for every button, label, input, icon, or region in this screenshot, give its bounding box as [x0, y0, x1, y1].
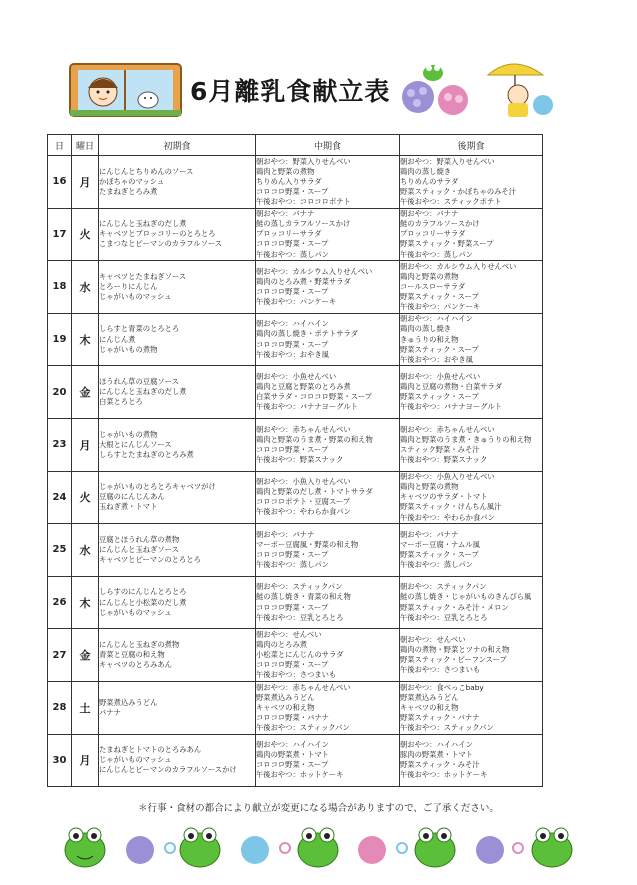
menu-line: 朝おやつ：ハイハイン [400, 314, 473, 324]
menu-line: きゅうりの和え物 [400, 334, 459, 344]
menu-line: 朝おやつ：野菜入りせんべい [256, 156, 351, 166]
day-cell: 26 [48, 576, 72, 629]
menu-body [48, 156, 543, 787]
menu-line: マーボー豆腐風・野菜の和え物 [256, 539, 359, 549]
weekday-cell: 火 [72, 208, 99, 261]
menu-line: 朝おやつ：バナナ [400, 529, 459, 539]
menu-line: キャベツのとろみあん [99, 660, 172, 670]
menu-line: 大根とにんじんソース [99, 439, 172, 449]
menu-line: ちりめん入りサラダ [256, 176, 322, 186]
day-cell: 30 [48, 734, 72, 787]
middle-menu-cell [256, 156, 400, 209]
menu-line: コロコロ野菜・スープ [256, 186, 329, 196]
menu-line: ブロッコリーサラダ [256, 229, 322, 239]
menu-line: 午後おやつ：蒸しパン [256, 249, 329, 259]
menu-line: じゃがいものマッシュ [99, 755, 172, 765]
menu-line: にんじんとちりめんのソース [99, 166, 194, 176]
menu-line: キャベツとピーマンのとろとろ [99, 555, 201, 564]
table-row [48, 208, 543, 261]
table-row [48, 524, 543, 577]
menu-line: 朝おやつ：野菜入りせんべい [400, 156, 495, 166]
menu-line: 午後おやつ：おやき風 [400, 354, 473, 364]
header [0, 0, 637, 125]
early-menu-cell [99, 734, 256, 787]
menu-line: 午後おやつ：バナナヨーグルト [256, 402, 358, 412]
frog-hydrangea-footer [60, 818, 580, 878]
menu-line: コロコロ野菜・バナナ [256, 712, 329, 722]
menu-line: 白菜とろとろ [99, 397, 143, 407]
day-cell: 27 [48, 629, 72, 682]
menu-line: 午後おやつ：蒸しパン [400, 249, 473, 259]
rainy-season-illustration [393, 55, 558, 120]
menu-line: 野菜スティック・スープ [400, 344, 479, 354]
early-menu-cell [99, 418, 256, 471]
menu-line: 午後おやつ：蒸しパン [400, 560, 473, 570]
menu-line: 鶏肉の煮物・野菜とツナの和え物 [400, 645, 510, 655]
table-row [48, 418, 543, 471]
early-menu-cell [99, 471, 256, 524]
menu-line: 午後おやつ：やわらか食パン [256, 507, 351, 517]
late-menu-cell [400, 734, 543, 787]
frog-icon [415, 828, 455, 867]
day-cell: 28 [48, 681, 72, 734]
menu-line: じゃがいもの煮物 [99, 429, 158, 439]
dot-icon [397, 843, 407, 853]
menu-line: キャベツとたまねぎソース [99, 271, 187, 281]
menu-line: 午後おやつ：パンケーキ [400, 302, 481, 312]
late-menu-cell [400, 576, 543, 629]
menu-line: コロコロ野菜・スープ [256, 660, 329, 670]
menu-line: 午後おやつ：さつまいも [256, 670, 337, 680]
menu-line: 鶏肉と豆腐と野菜のとろみ煮 [256, 382, 351, 392]
hydrangea-icon [358, 836, 386, 864]
menu-line: 朝おやつ：小魚せんべい [400, 371, 481, 381]
menu-line: 野菜スティック・かぼちゃのみそ汁 [400, 186, 517, 196]
menu-line: たまねぎとろみ煮 [99, 186, 158, 196]
menu-line: コロコロ野菜・スープ [256, 549, 329, 559]
menu-line: 野菜スティック・みそ汁 [400, 760, 480, 770]
menu-line: にんじん煮 [99, 334, 136, 344]
menu-line: コロコロポテト・豆腐スープ [256, 497, 351, 507]
weekday-cell: 水 [72, 261, 99, 314]
menu-line: 朝おやつ：カルシウム入りせんべい [400, 261, 517, 271]
weekday-cell: 月 [72, 734, 99, 787]
late-menu-cell [400, 156, 543, 209]
menu-line: 野菜スティック・スープ [400, 292, 479, 302]
table-row [48, 156, 543, 209]
menu-line: コロコロ野菜・スープ [256, 444, 329, 454]
menu-table [47, 134, 543, 787]
frog-icon [65, 828, 105, 867]
late-menu-cell [400, 629, 543, 682]
hydrangea-icon [126, 836, 154, 864]
late-menu-cell [400, 471, 543, 524]
day-cell: 16 [48, 156, 72, 209]
middle-menu-cell [256, 418, 400, 471]
menu-line: 午後おやつ：豆乳とろとろ [400, 612, 488, 622]
late-menu-cell [400, 208, 543, 261]
menu-line: 鶏肉と野菜の煮物 [400, 482, 459, 492]
menu-line: 野菜スティック・野菜スープ [400, 239, 494, 249]
menu-line: キャベツとブロッコリーのとろとろ [99, 229, 216, 239]
menu-line: にんじんと玉ねぎのだし煮 [99, 387, 187, 397]
early-menu-cell [99, 313, 256, 366]
menu-line: 鶏肉と野菜のだし煮・トマトサラダ [256, 487, 373, 497]
menu-line: 朝おやつ：赤ちゃんせんべい [256, 424, 351, 434]
header-middle: 中期食 [256, 135, 400, 156]
middle-menu-cell [256, 366, 400, 419]
menu-line: 午後おやつ：スティックポテト [400, 196, 502, 206]
frog-icon [180, 828, 220, 867]
menu-line: たまねぎとトマトのとろみあん [99, 745, 202, 755]
menu-line: 朝おやつ：ハイハイン [400, 740, 473, 750]
menu-line: かぼちゃのマッシュ [99, 176, 165, 186]
table-row [48, 576, 543, 629]
menu-line: 野菜スティック・けんちん風汁 [400, 502, 502, 512]
early-menu-cell [99, 156, 256, 209]
dot-icon [513, 843, 523, 853]
early-menu-cell [99, 524, 256, 577]
menu-line: 朝おやつ：バナナ [256, 529, 315, 539]
menu-line: しらすのにんじんとろとろ [99, 587, 187, 597]
menu-line: 鶏肉の蒸し焼き・ポテトサラダ [256, 329, 359, 339]
day-cell: 19 [48, 313, 72, 366]
late-menu-cell [400, 313, 543, 366]
menu-line: 青菜と豆腐の和え物 [99, 650, 165, 660]
menu-line: スティック野菜・みそ汁 [400, 444, 480, 454]
menu-line: 朝おやつ：せんべい [400, 634, 466, 644]
menu-line: 朝おやつ：スティックパン [256, 582, 343, 592]
middle-menu-cell [256, 524, 400, 577]
early-menu-cell [99, 366, 256, 419]
early-menu-cell [99, 576, 256, 629]
middle-menu-cell [256, 734, 400, 787]
header-day: 日 [48, 135, 72, 156]
early-menu-cell [99, 629, 256, 682]
menu-line: 玉ねぎ煮・トマト [99, 502, 158, 512]
day-cell: 17 [48, 208, 72, 261]
menu-line: キャベツのサラダ・トマト [400, 492, 488, 502]
menu-line: コロコロ野菜・スープ [256, 602, 329, 612]
menu-line: 朝おやつ：カルシウム入りせんべい [256, 266, 373, 276]
menu-line: 鶏肉の蒸し焼き [400, 324, 452, 334]
weekday-cell: 金 [72, 366, 99, 419]
menu-line: じゃがいものマッシュ [99, 607, 172, 617]
notice-text: ＊行事・食材の都合により献立が変更になる場合がありますので、ご了承ください。 [138, 803, 499, 814]
table-row [48, 734, 543, 787]
menu-line: 鶏肉の野菜煮・トマト [256, 750, 329, 760]
menu-line: ブロッコリーサラダ [400, 229, 466, 239]
menu-line: 鶏肉と野菜の煮物 [256, 166, 315, 176]
table-header-row [48, 135, 543, 156]
table-row [48, 629, 543, 682]
menu-line: 午後おやつ：スティックパン [400, 722, 494, 732]
menu-line: こまつなとピーマンのカラフルソース [99, 239, 223, 249]
day-cell: 24 [48, 471, 72, 524]
late-menu-cell [400, 524, 543, 577]
menu-line: じゃがいものとろとろキャベツがけ [99, 482, 216, 492]
menu-line: 野菜煮込みうどん [256, 692, 315, 702]
menu-line: 午後おやつ：野菜スナック [256, 454, 344, 464]
menu-line: キャベツの和え物 [256, 702, 315, 712]
menu-line: 午後おやつ：パンケーキ [256, 297, 337, 307]
menu-line: 鮭の蒸しカラフルソースかけ [256, 219, 351, 229]
table-row [48, 681, 543, 734]
menu-line: 鮭のカラフルソースかけ [400, 219, 480, 229]
weekday-cell: 土 [72, 681, 99, 734]
table-row [48, 261, 543, 314]
menu-line: 朝おやつ：小魚入りせんべい [256, 477, 351, 487]
menu-line: 鮭の蒸し焼き・青菜の和え物 [256, 592, 351, 602]
middle-menu-cell [256, 208, 400, 261]
menu-line: コロコロ野菜・スープ [256, 760, 329, 770]
menu-line: 小松菜とにんじんのサラダ [256, 650, 344, 660]
menu-line: 午後おやつ：ホットケーキ [400, 770, 488, 780]
frog-icon [532, 828, 572, 867]
frog-icon [298, 828, 338, 867]
girl-window-illustration [68, 60, 183, 120]
menu-line: 鶏肉と豆腐の煮物・白菜サラダ [400, 382, 503, 392]
menu-line: 鶏肉と野菜のうま煮・野菜の和え物 [256, 434, 373, 444]
menu-line: 鶏肉の蒸し焼き [400, 166, 452, 176]
menu-line: 鶏肉と野菜のうま煮・きゅうりの和え物 [400, 434, 532, 444]
menu-line: 鶏肉のとろみ煮 [256, 640, 308, 649]
menu-line: 豆腐とほうれん草の煮物 [99, 534, 180, 544]
weekday-cell: 木 [72, 313, 99, 366]
weekday-cell: 木 [72, 576, 99, 629]
weekday-cell: 金 [72, 629, 99, 682]
menu-line: コロコロ野菜・スープ [256, 239, 329, 249]
early-menu-cell [99, 208, 256, 261]
menu-line: にんじんとピーマンのカラフルソースかけ [99, 765, 237, 775]
menu-line: とろーりにんじん [99, 281, 158, 291]
menu-line: 朝おやつ：赤ちゃんせんべい [256, 682, 351, 692]
menu-line: 鶏肉のとろみ煮・野菜サラダ [256, 276, 351, 286]
hydrangea-icon [476, 836, 504, 864]
hydrangea-icon [241, 836, 269, 864]
weekday-cell: 水 [72, 524, 99, 577]
menu-line: 野菜スティック・スープ [400, 392, 479, 402]
menu-line: じゃがいもの煮物 [99, 344, 158, 354]
day-cell: 23 [48, 418, 72, 471]
day-cell: 20 [48, 366, 72, 419]
menu-line: コールスローサラダ [400, 281, 466, 291]
menu-line: 朝おやつ：ハイハイン [256, 740, 329, 750]
menu-line: 午後おやつ：コロコロポテト [256, 196, 351, 206]
menu-line: じゃがいものマッシュ [99, 292, 172, 302]
late-menu-cell [400, 366, 543, 419]
menu-line: 朝おやつ：小魚せんべい [256, 371, 337, 381]
menu-line: 野菜スティック・バナナ [400, 712, 480, 722]
header-weekday: 曜日 [72, 135, 99, 156]
late-menu-cell [400, 681, 543, 734]
menu-line: にんじんと玉ねぎの煮物 [99, 640, 180, 649]
early-menu-cell [99, 681, 256, 734]
menu-line: 野菜煮込みうどん [99, 697, 158, 707]
day-cell: 18 [48, 261, 72, 314]
menu-line: ちりめんのサラダ [400, 176, 459, 186]
menu-line: 朝おやつ：バナナ [400, 209, 459, 219]
menu-line: 豚肉の野菜煮・トマト [400, 750, 473, 760]
middle-menu-cell [256, 471, 400, 524]
menu-line: 朝おやつ：赤ちゃんせんべい [400, 424, 495, 434]
table-row [48, 471, 543, 524]
dot-icon [280, 843, 290, 853]
menu-line: 午後おやつ：おやき風 [256, 349, 329, 359]
menu-line: にんじんと玉ねぎソース [99, 544, 179, 554]
header-early: 初期食 [99, 135, 256, 156]
menu-line: にんじんと玉ねぎのだし煮 [99, 219, 187, 229]
middle-menu-cell [256, 313, 400, 366]
menu-line: ほうれん草の豆腐ソース [99, 377, 179, 387]
table-row [48, 313, 543, 366]
day-cell: 25 [48, 524, 72, 577]
menu-line: 午後おやつ：蒸しパン [256, 560, 329, 570]
page-title: 6月離乳食献立表 [190, 77, 391, 106]
menu-line: 鮭の蒸し焼き・じゃがいものきんぴら風 [400, 592, 532, 602]
menu-line: 朝おやつ：小魚入りせんべい [400, 472, 495, 482]
weekday-cell: 月 [72, 418, 99, 471]
menu-line: 午後おやつ：豆乳とろとろ [256, 612, 344, 622]
menu-line: 朝おやつ：スティックパン [400, 582, 487, 592]
menu-line: 朝おやつ：ハイハイン [256, 319, 329, 329]
menu-line: 野菜スティック・スープ [400, 549, 479, 559]
early-menu-cell [99, 261, 256, 314]
menu-line: コロコロ野菜・スープ [256, 339, 329, 349]
header-late: 後期食 [400, 135, 543, 156]
middle-menu-cell [256, 681, 400, 734]
menu-line: 鶏肉と野菜の煮物 [400, 271, 459, 281]
late-menu-cell [400, 261, 543, 314]
middle-menu-cell [256, 261, 400, 314]
menu-line: にんじんと小松菜のだし煮 [99, 597, 187, 607]
menu-line: マーボー豆腐・ナムル風 [400, 539, 480, 549]
dot-icon [165, 843, 175, 853]
weekday-cell: 月 [72, 156, 99, 209]
menu-line: 白菜サラダ・コロコロ野菜・スープ [256, 392, 372, 402]
middle-menu-cell [256, 629, 400, 682]
menu-line: しらすとたまねぎのとろみ煮 [99, 449, 194, 459]
menu-line: 朝おやつ：食べっこbaby [400, 682, 484, 692]
menu-line: キャベツの和え物 [400, 702, 459, 712]
menu-line: 朝おやつ：バナナ [256, 209, 315, 219]
menu-line: 朝おやつ：せんべい [256, 629, 322, 639]
menu-line: 野菜スティック・みそ汁・メロン [400, 602, 509, 612]
menu-line: 野菜煮込みうどん [400, 692, 459, 702]
menu-line: 野菜スティック・ビーフンスープ [400, 655, 507, 665]
menu-line: 午後おやつ：ホットケーキ [256, 770, 344, 780]
late-menu-cell [400, 418, 543, 471]
menu-line: バナナ [99, 707, 121, 717]
weekday-cell: 火 [72, 471, 99, 524]
menu-line: 午後おやつ：野菜スナック [400, 454, 488, 464]
menu-line: 午後おやつ：スティックパン [256, 722, 350, 732]
table-row [48, 366, 543, 419]
menu-line: 午後おやつ：さつまいも [400, 665, 481, 675]
menu-line: 午後おやつ：やわらか食パン [400, 512, 495, 522]
menu-line: 豆腐のにんじんあん [99, 492, 165, 502]
middle-menu-cell [256, 576, 400, 629]
menu-line: コロコロ野菜・スープ [256, 286, 329, 296]
menu-line: しらすと青菜のとろとろ [99, 324, 180, 334]
menu-line: 午後おやつ：バナナヨーグルト [400, 402, 502, 412]
